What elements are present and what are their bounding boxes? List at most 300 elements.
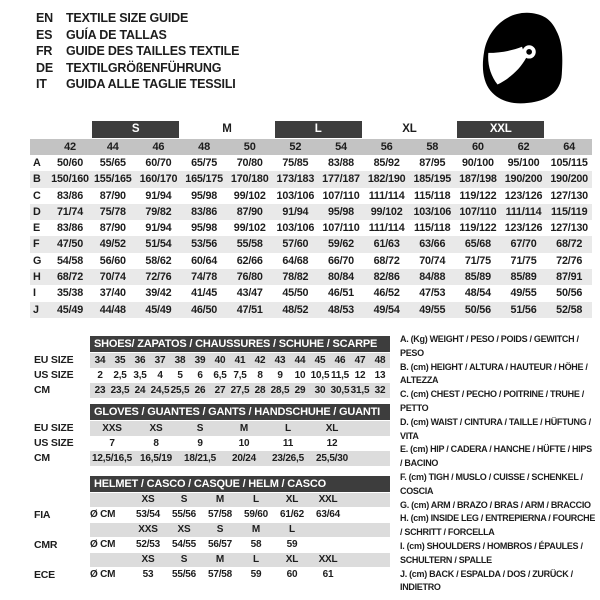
language-row <box>36 43 239 60</box>
size-col-50: 50 <box>243 141 256 153</box>
value-cell: 25,5 <box>170 385 190 396</box>
size-row-a <box>30 155 592 171</box>
row-cells <box>90 523 390 537</box>
helmet-icon <box>466 6 578 108</box>
value-cell: 27,5 <box>230 385 250 396</box>
size-cell: 123/126 <box>504 222 543 235</box>
size-cell: 61/63 <box>373 238 400 251</box>
size-cell: 95/98 <box>327 205 354 218</box>
size-cell: 74/78 <box>191 271 218 284</box>
size-cell: 47/53 <box>419 287 446 300</box>
size-cell: 62/66 <box>236 254 263 267</box>
size-row-d <box>30 204 592 220</box>
size-label-cell: S <box>216 524 224 535</box>
size-group-s: S <box>92 121 179 138</box>
size-row-h <box>30 269 592 285</box>
legend-item: J. (cm) BACK / ESPALDA / DOS / ZURÜCK / INDIETRO <box>400 568 573 593</box>
size-cell: 190/200 <box>550 173 588 186</box>
size-cell: 55/58 <box>236 238 263 251</box>
size-cell: 51/56 <box>510 303 537 316</box>
row-cells <box>90 493 390 507</box>
value-cell: 59/60 <box>243 509 269 520</box>
size-label-cell <box>310 523 346 537</box>
size-col-60: 60 <box>471 141 484 153</box>
size-cell: 115/118 <box>414 222 451 235</box>
size-cell: 49/55 <box>419 303 446 316</box>
size-col-64: 64 <box>563 141 576 153</box>
standard-label-fia: FIA <box>34 509 51 521</box>
size-label-cell: XS <box>141 554 155 565</box>
size-row-f <box>30 236 592 252</box>
size-label-cell: XS <box>141 494 155 505</box>
size-cell: 43/47 <box>236 287 263 300</box>
size-cell: 127/130 <box>550 222 588 235</box>
value-cell: 20/24 <box>231 453 257 464</box>
size-cell: 39/42 <box>145 287 172 300</box>
size-label-cell: S <box>180 554 188 565</box>
size-label-cell: S <box>180 494 188 505</box>
row-key: C <box>33 189 41 202</box>
value-cell: 44 <box>294 355 306 366</box>
row-label <box>30 523 90 537</box>
size-cell: 123/126 <box>504 189 543 202</box>
size-cell: 45/50 <box>282 287 309 300</box>
size-cell: 182/190 <box>367 173 406 186</box>
size-cell: 83/86 <box>56 222 84 235</box>
size-col-44: 44 <box>106 141 119 153</box>
size-cell: 47/51 <box>236 303 263 316</box>
size-header-spacer <box>30 139 50 155</box>
size-label-cell: L <box>289 524 295 535</box>
size-group-m: M <box>222 123 232 135</box>
size-cell: 111/114 <box>505 205 542 218</box>
value-cell: 36 <box>134 355 146 366</box>
measurement-legend <box>400 333 596 595</box>
size-cell: 35/38 <box>56 287 84 300</box>
size-cell: 95/98 <box>191 222 218 235</box>
language-code: IT <box>36 77 47 92</box>
size-cell: 185/195 <box>413 173 452 186</box>
size-label-cell: M <box>215 554 225 565</box>
size-col-56: 56 <box>380 141 393 153</box>
size-cell: 50/56 <box>556 287 583 300</box>
value-cell: 42 <box>254 355 266 366</box>
size-label-cell: XXL <box>318 554 338 565</box>
size-cell: 72/76 <box>145 271 172 284</box>
size-label-cell: L <box>253 494 259 505</box>
size-cell: 111/114 <box>368 189 405 202</box>
legend-item: C. (cm) CHEST / PECHO / POITRINE / TRUHE / PETTO <box>400 389 584 413</box>
value-cell: 59 <box>286 539 298 550</box>
size-cell: 48/54 <box>464 287 491 300</box>
size-cell: 75/78 <box>99 205 126 218</box>
size-group-xxl: XXL <box>457 121 544 138</box>
value-cell: 58 <box>250 539 262 550</box>
value-cell: 52/53 <box>135 539 161 550</box>
size-cell: 95/98 <box>191 189 218 202</box>
size-cell: 103/106 <box>276 222 315 235</box>
size-label-cell: XXS <box>138 524 158 535</box>
size-cell: 87/95 <box>419 157 446 169</box>
language-title: GUÍA DE TALLAS <box>66 27 167 42</box>
legend-item: B. (cm) HEIGHT / ALTURA / HAUTEUR / HÖHE / ALTEZZA <box>400 361 588 386</box>
size-cell: 53/56 <box>191 238 218 251</box>
size-row-g <box>30 253 592 269</box>
size-cell: 99/102 <box>233 222 266 235</box>
value-cell: S <box>196 423 204 434</box>
language-title: GUIDE DES TAILLES TEXTILE <box>66 44 240 59</box>
size-cell: 85/89 <box>510 271 537 284</box>
value-cell: 6,5 <box>213 370 227 381</box>
row-key: G <box>33 254 42 267</box>
row-label: CM <box>34 384 50 396</box>
row-label: EU SIZE <box>34 354 74 366</box>
value-cell: 12 <box>326 438 338 449</box>
size-cell: 56/60 <box>99 254 126 267</box>
size-row-e <box>30 220 592 236</box>
legend-item: F. (cm) TIGH / MUSLO / CUISSE / SCHENKEL / COSCIA <box>400 471 583 496</box>
row-cells <box>90 383 390 398</box>
size-cell: 82/86 <box>373 271 400 284</box>
value-cell: 23 <box>94 385 106 396</box>
value-cell: 63/64 <box>315 509 341 520</box>
size-cell: 103/106 <box>413 205 452 218</box>
value-cell: 12 <box>354 370 366 381</box>
language-row <box>36 60 239 77</box>
size-label-cell: XS <box>177 524 191 535</box>
value-cell: 34 <box>94 355 106 366</box>
row-cells <box>90 368 390 383</box>
legend-item: I. (cm) SHOULDERS / HOMBROS / ÉPAULES / SCHULTERN / SPALLE <box>400 540 583 565</box>
size-cell: 107/110 <box>322 189 360 202</box>
size-cell: 173/183 <box>276 173 315 186</box>
value-cell: 39 <box>194 355 206 366</box>
size-cell: 48/53 <box>327 303 354 316</box>
unit-label: Ø CM <box>90 509 116 520</box>
row-label <box>30 493 90 507</box>
size-cell: 45/49 <box>56 303 84 316</box>
size-cell: 91/94 <box>145 189 172 202</box>
value-cell: 18/21,5 <box>184 453 216 464</box>
size-header-row <box>30 139 592 155</box>
size-cell: 70/74 <box>99 271 126 284</box>
row-key: F <box>33 238 40 251</box>
legend-item: D. (cm) WAIST / CINTURA / TAILLE / HÜFTUNG / VITA <box>400 416 591 441</box>
gloves-title-bar: GLOVES / GUANTES / GANTS / HANDSCHUHE / GUANTI <box>90 404 390 420</box>
band-spacer <box>30 121 90 138</box>
language-row <box>36 27 239 44</box>
size-cell: 99/102 <box>233 189 266 202</box>
language-code: DE <box>36 60 53 75</box>
language-title: TEXTILGRÖßENFÜHRUNG <box>66 60 222 75</box>
size-cell: 87/90 <box>99 222 126 235</box>
size-cell: 66/70 <box>327 254 354 267</box>
row-label: CM <box>34 452 50 464</box>
size-cell: 165/175 <box>185 173 223 186</box>
size-cell: 67/70 <box>510 238 537 251</box>
value-cell: 7 <box>109 438 115 449</box>
value-cell: 40 <box>214 355 226 366</box>
size-cell: 80/84 <box>327 271 354 284</box>
size-cell: 83/86 <box>56 189 84 202</box>
size-cell: 95/100 <box>507 157 540 169</box>
value-cell: 27 <box>214 385 226 396</box>
row-cells <box>90 421 390 436</box>
value-cell: 53 <box>142 569 154 580</box>
size-label-cell: L <box>253 554 259 565</box>
size-cell: 103/106 <box>276 189 315 202</box>
size-cell: 105/115 <box>550 157 588 169</box>
value-cell: 23,5 <box>110 385 130 396</box>
value-cell: 28 <box>254 385 266 396</box>
unit-spacer <box>90 523 130 537</box>
value-cell: XXS <box>102 423 122 434</box>
helmet-title-bar: HELMET / CASCO / CASQUE / HELM / CASCO <box>90 476 390 492</box>
unit-label: Ø CM <box>90 539 116 550</box>
size-cell: 83/88 <box>327 157 354 169</box>
row-cells <box>90 436 390 451</box>
size-cell: 46/50 <box>191 303 218 316</box>
size-col-62: 62 <box>517 141 530 153</box>
value-cell: 9 <box>197 438 203 449</box>
size-cell: 49/55 <box>510 287 537 300</box>
value-cell: 28,5 <box>270 385 290 396</box>
legend-item: E. (cm) HIP / CADERA / HANCHE / HÜFTE / HIPS / BACINO <box>400 444 592 469</box>
standard-label-cmr: CMR <box>34 539 58 551</box>
value-cell: 10,5 <box>310 370 330 381</box>
size-cell: 59/62 <box>327 238 354 251</box>
row-cells <box>90 451 390 466</box>
size-cell: 75/85 <box>282 157 309 169</box>
size-label-cell: XL <box>285 494 299 505</box>
row-cells <box>90 538 390 552</box>
row-cells <box>90 568 390 582</box>
value-cell: 57/58 <box>207 569 233 580</box>
size-rows <box>30 155 592 318</box>
size-cell: 54/58 <box>56 254 84 267</box>
size-cell: 115/119 <box>550 205 588 218</box>
value-cell: 55/56 <box>171 509 197 520</box>
language-title: TEXTILE SIZE GUIDE <box>66 11 189 25</box>
size-cell: 155/165 <box>93 173 132 186</box>
size-cell: 70/80 <box>236 157 263 169</box>
value-cell: M <box>239 423 249 434</box>
row-cells <box>90 553 390 567</box>
size-cell: 79/82 <box>145 205 172 218</box>
value-cell: 30 <box>314 385 326 396</box>
size-cell: 91/94 <box>282 205 309 218</box>
size-cell: 44/48 <box>99 303 126 316</box>
value-cell: 57/58 <box>207 509 233 520</box>
row-label: US SIZE <box>34 369 74 381</box>
size-row-i <box>30 285 592 301</box>
size-cell: 87/90 <box>99 189 126 202</box>
language-row <box>36 76 239 93</box>
value-cell: 11 <box>282 438 294 449</box>
size-group-l: L <box>275 121 362 138</box>
row-key: D <box>33 205 41 218</box>
value-cell: 23/26,5 <box>272 453 304 464</box>
value-cell: 32 <box>374 385 386 396</box>
size-cell: 90/100 <box>461 157 494 169</box>
value-cell: 8 <box>153 438 159 449</box>
size-row-b <box>30 171 592 187</box>
value-cell: 2 <box>97 370 103 381</box>
value-cell: 11,5 <box>330 370 350 381</box>
row-cells <box>90 508 390 522</box>
size-col-48: 48 <box>198 141 210 153</box>
size-cell: 68/72 <box>556 238 583 251</box>
size-col-42: 42 <box>64 141 76 153</box>
value-cell: 54/55 <box>171 539 197 550</box>
value-cell: 7,5 <box>233 370 247 381</box>
value-cell <box>310 538 346 552</box>
value-cell: 31,5 <box>350 385 370 396</box>
size-cell: 119/122 <box>459 222 497 235</box>
size-cell: 58/62 <box>145 254 172 267</box>
value-cell: 2,5 <box>113 370 127 381</box>
value-cell: 13 <box>374 370 386 381</box>
value-cell: 61/62 <box>279 509 305 520</box>
size-cell: 71/75 <box>510 254 537 267</box>
value-cell: 60 <box>286 569 298 580</box>
value-cell: 6 <box>197 370 203 381</box>
size-cell: 107/110 <box>459 205 497 218</box>
value-cell: 59 <box>250 569 262 580</box>
value-cell: 5 <box>177 370 183 381</box>
size-cell: 46/51 <box>327 287 354 300</box>
size-cell: 60/64 <box>191 254 218 267</box>
value-cell: 24,5 <box>150 385 170 396</box>
language-code: ES <box>36 27 53 42</box>
value-cell: 37 <box>154 355 166 366</box>
size-col-52: 52 <box>289 141 302 153</box>
unit-spacer <box>90 493 130 507</box>
helmet-visor-pivot-center <box>526 49 532 55</box>
language-title: GUIDA ALLE TAGLIE TESSILI <box>66 77 236 92</box>
size-cell: 60/70 <box>145 157 172 169</box>
size-cell: 71/75 <box>464 254 491 267</box>
row-label: EU SIZE <box>34 422 74 434</box>
size-cell: 49/54 <box>373 303 400 316</box>
size-col-46: 46 <box>152 141 165 153</box>
value-cell: 45 <box>314 355 326 366</box>
size-cell: 52/58 <box>556 303 583 316</box>
language-list <box>36 10 239 93</box>
size-cell: 99/102 <box>370 205 403 218</box>
size-cell: 170/180 <box>230 173 269 186</box>
size-cell: 107/110 <box>322 222 360 235</box>
language-code: FR <box>36 44 53 59</box>
size-cell: 48/52 <box>282 303 309 316</box>
size-row-c <box>30 188 592 204</box>
size-cell: 85/89 <box>464 271 491 284</box>
size-label-cell: M <box>215 494 225 505</box>
size-cell: 63/66 <box>419 238 446 251</box>
size-cell: 70/74 <box>419 254 446 267</box>
size-cell: 57/60 <box>282 238 309 251</box>
size-cell: 51/54 <box>145 238 172 251</box>
value-cell: 56/57 <box>207 539 233 550</box>
size-cell: 50/56 <box>464 303 491 316</box>
row-key: J <box>33 303 39 316</box>
value-cell: 61 <box>322 569 334 580</box>
value-cell: XL <box>325 423 339 434</box>
size-chart <box>30 121 592 318</box>
row-label <box>30 553 90 567</box>
size-cell: 160/170 <box>139 173 178 186</box>
unit-spacer <box>90 553 130 567</box>
size-cell: 115/118 <box>414 189 451 202</box>
value-cell: 9 <box>277 370 283 381</box>
size-label-cell: M <box>251 524 261 535</box>
row-key: H <box>33 271 41 284</box>
size-cell: 83/86 <box>191 205 218 218</box>
size-cell: 68/72 <box>373 254 400 267</box>
size-row-j <box>30 302 592 318</box>
size-cell: 65/68 <box>464 238 491 251</box>
value-cell: 8 <box>257 370 263 381</box>
value-cell: 16,5/19 <box>140 453 172 464</box>
legend-item: G. (cm) ARM / BRAZO / BRAS / ARM / BRACCIO <box>400 499 591 510</box>
size-cell: 50/60 <box>56 157 84 169</box>
legend-item: H. (cm) INSIDE LEG / ENTREPIERNA / FOURCHE / SCHRITT / FORCELLA <box>400 513 596 538</box>
shoes-title-bar: SHOES/ ZAPATOS / CHAUSSURES / SCHUHE / SCARPE <box>90 336 390 352</box>
size-cell: 65/75 <box>191 157 218 169</box>
legend-item: A. (Kg) WEIGHT / PESO / POIDS / GEWITCH / PESO <box>400 334 579 358</box>
size-cell: 85/92 <box>373 157 400 169</box>
size-cell: 78/82 <box>282 271 309 284</box>
size-cell: 41/45 <box>191 287 218 300</box>
size-cell: 84/88 <box>419 271 446 284</box>
value-cell: 38 <box>174 355 186 366</box>
size-group-band <box>30 121 592 138</box>
size-col-58: 58 <box>426 141 439 153</box>
row-key: E <box>33 222 41 235</box>
value-cell: 26 <box>194 385 206 396</box>
language-code: EN <box>36 11 53 25</box>
value-cell: 10 <box>238 438 250 449</box>
language-row <box>36 10 239 27</box>
value-cell: 12,5/16,5 <box>92 453 132 464</box>
size-label-cell: XL <box>285 554 299 565</box>
value-cell: 35 <box>114 355 126 366</box>
size-cell: 91/94 <box>145 222 172 235</box>
size-cell: 127/130 <box>550 189 588 202</box>
value-cell: 3,5 <box>133 370 147 381</box>
value-cell: 29 <box>294 385 306 396</box>
value-cell: 4 <box>157 370 163 381</box>
size-cell: 87/91 <box>556 271 583 284</box>
value-cell: 24 <box>134 385 146 396</box>
value-cell: L <box>285 423 291 434</box>
value-cell: 53/54 <box>135 509 161 520</box>
row-label: US SIZE <box>34 437 74 449</box>
size-cell: 76/80 <box>236 271 263 284</box>
unit-label: Ø CM <box>90 569 116 580</box>
size-col-54: 54 <box>335 141 347 153</box>
standard-label-ece: ECE <box>34 569 55 581</box>
size-cell: 47/50 <box>56 238 84 251</box>
size-cell: 177/187 <box>322 173 360 186</box>
value-cell: 25,5/30 <box>316 453 348 464</box>
size-cell: 187/198 <box>459 173 497 186</box>
value-cell: 47 <box>354 355 366 366</box>
size-cell: 190/200 <box>504 173 543 186</box>
value-cell: 43 <box>274 355 286 366</box>
value-cell: 41 <box>234 355 246 366</box>
size-cell: 45/49 <box>145 303 172 316</box>
